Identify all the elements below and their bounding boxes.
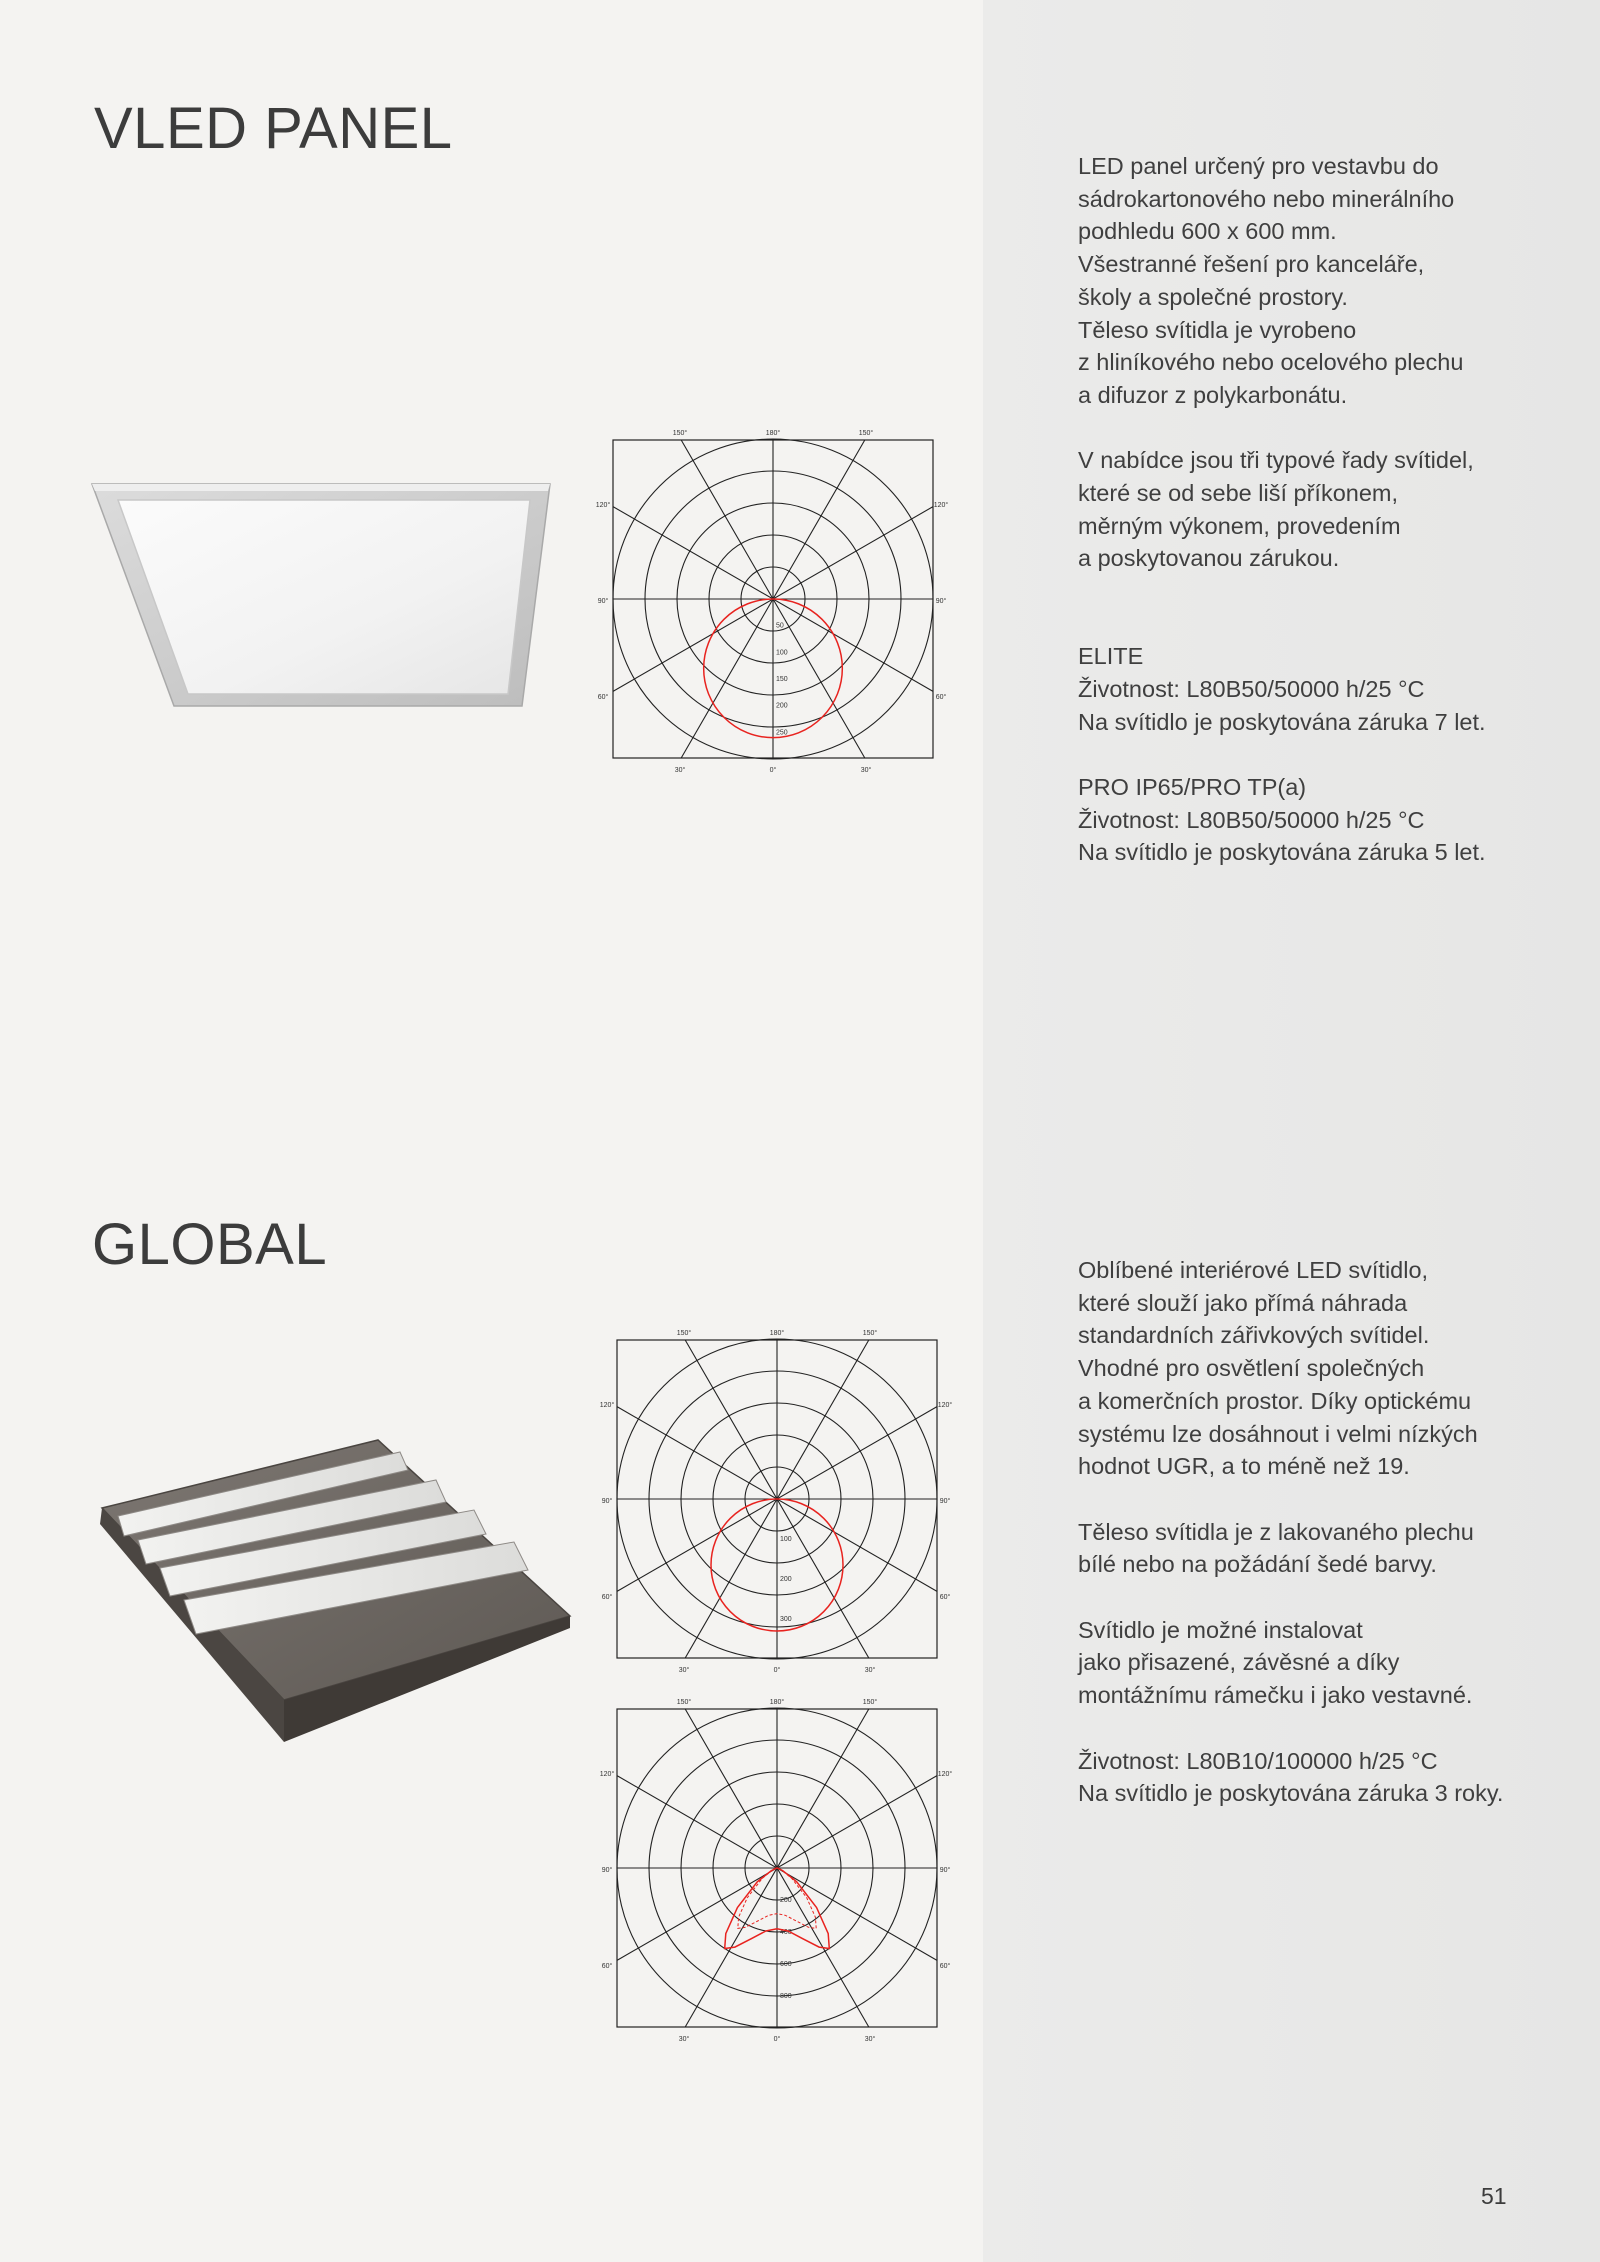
angle-label-0: 0° [769, 767, 777, 774]
text-line: bílé nebo na požádání šedé barvy. [1078, 1551, 1437, 1578]
radial-label: 50 [776, 622, 784, 630]
text-line: Všestranné řešení pro kanceláře, [1078, 251, 1425, 278]
radial-label: 250 [776, 729, 788, 737]
text-line: a komerčních prostor. Díky optickému [1078, 1387, 1472, 1414]
text-line: standardních zářivkových svítidel. [1078, 1322, 1430, 1349]
text-line: Svítidlo je možné instalovat [1078, 1616, 1363, 1643]
angle-label-120-right: 120° [937, 1402, 953, 1409]
radial-label: 800 [780, 1993, 792, 2000]
text-line: měrným výkonem, provedením [1078, 512, 1401, 539]
page-number: 51 [1481, 2183, 1507, 2209]
angle-label-90-right: 90° [939, 1867, 951, 1874]
angle-label-120-left: 120° [599, 1402, 615, 1409]
text-line: Na svítidlo je poskytována záruka 3 roky. [1078, 1780, 1504, 1807]
angle-label-90-right: 90° [939, 1498, 951, 1505]
radial-label: 200 [780, 1897, 792, 1904]
radial-label: 100 [780, 1536, 792, 1543]
angle-label-120-right: 120° [937, 1771, 953, 1778]
angle-label-30-left: 30° [674, 767, 686, 774]
text-line: a poskytovanou zárukou. [1078, 545, 1340, 572]
angle-label-30-right: 30° [860, 767, 872, 774]
text-line: Těleso svítidla je vyrobeno [1078, 316, 1357, 343]
radial-label: 150 [776, 676, 788, 683]
angle-label-180: 180° [769, 1699, 785, 1706]
angle-label-0: 0° [773, 2036, 781, 2043]
paragraph [1078, 1516, 1578, 1581]
angle-label-60-right: 60° [935, 694, 947, 701]
angle-label-150-left: 150° [676, 1330, 692, 1337]
paragraph [1078, 1745, 1578, 1810]
angle-label-150-right: 150° [862, 1330, 878, 1337]
angle-label-150-right: 150° [858, 430, 874, 437]
angle-label-30-right: 30° [864, 1667, 876, 1674]
angle-label-90-left: 90° [597, 598, 609, 605]
text-line: a difuzor z polykarbonátu. [1078, 381, 1348, 408]
text-line: které slouží jako přímá náhrada [1078, 1289, 1408, 1316]
text-line: Těleso svítidla je z lakovaného plechu [1078, 1518, 1474, 1545]
angle-label-150-left: 150° [676, 1699, 692, 1706]
radial-label: 100 [776, 649, 788, 657]
radial-label: 600 [780, 1961, 792, 1968]
angle-label-30-right: 30° [864, 2036, 876, 2043]
section-title-global: GLOBAL [92, 1212, 328, 1277]
paragraph [1078, 444, 1578, 575]
text-line: které se od sebe liší příkonem, [1078, 480, 1399, 507]
text-line: Na svítidlo je poskytována záruka 7 let. [1078, 708, 1486, 735]
polar-diagram-vled-panel [595, 424, 949, 776]
angle-label-150-left: 150° [672, 430, 688, 437]
angle-label-120-left: 120° [599, 1771, 615, 1778]
text-line: sádrokartonového nebo minerálního [1078, 185, 1455, 212]
paragraph [1078, 150, 1578, 412]
text-line: Oblíbené interiérové LED svítidlo, [1078, 1257, 1429, 1283]
angle-label-60-left: 60° [597, 694, 609, 701]
radial-label: 400 [780, 1929, 792, 1936]
radial-label: 200 [776, 702, 788, 710]
description-global [1078, 1254, 1578, 1810]
angle-label-180: 180° [769, 1330, 785, 1337]
text-line: ELITE [1078, 643, 1144, 670]
angle-label-90-right: 90° [935, 598, 947, 605]
text-line: LED panel určený pro vestavbu do [1078, 153, 1439, 179]
text-line: školy a společné prostory. [1078, 283, 1348, 310]
text-line: Na svítidlo je poskytována záruka 5 let. [1078, 839, 1486, 866]
angle-label-60-right: 60° [939, 1963, 951, 1970]
text-line: z hliníkového nebo ocelového plechu [1078, 349, 1464, 376]
text-line: Životnost: L80B10/100000 h/25 °C [1078, 1747, 1438, 1774]
angle-label-0: 0° [773, 1667, 781, 1674]
angle-label-150-right: 150° [862, 1699, 878, 1706]
text-line: Vhodné pro osvětlení společných [1078, 1355, 1425, 1382]
angle-label-30-left: 30° [678, 1667, 690, 1674]
angle-label-90-left: 90° [601, 1867, 613, 1874]
angle-label-60-right: 60° [939, 1594, 951, 1601]
text-line: PRO IP65/PRO TP(a) [1078, 773, 1307, 800]
paragraph [1078, 1254, 1578, 1483]
text-line: systému lze dosáhnout i velmi nízkých [1078, 1420, 1478, 1447]
text-line: hodnot UGR, a to méně než 19. [1078, 1453, 1410, 1480]
text-line: montážnímu rámečku i jako vestavné. [1078, 1682, 1473, 1709]
paragraph [1078, 1614, 1578, 1712]
paragraph-elite [1078, 640, 1578, 738]
angle-label-60-left: 60° [601, 1963, 613, 1970]
radial-label: 200 [780, 1576, 792, 1583]
polar-diagram-global-1 [599, 1324, 953, 1676]
angle-label-120-right: 120° [933, 502, 949, 509]
angle-label-120-left: 120° [595, 502, 611, 509]
text-line: podhledu 600 x 600 mm. [1078, 218, 1337, 245]
angle-label-180: 180° [765, 430, 781, 437]
polar-diagram-global-2 [599, 1693, 953, 2045]
section-title-vled-panel: VLED PANEL [94, 96, 453, 161]
text-line: Životnost: L80B50/50000 h/25 °C [1078, 806, 1425, 833]
global-luminaire-photo [96, 1430, 576, 1748]
angle-label-30-left: 30° [678, 2036, 690, 2043]
text-line: V nabídce jsou tři typové řady svítidel, [1078, 447, 1474, 474]
text-line: Životnost: L80B50/50000 h/25 °C [1078, 675, 1425, 702]
description-vled-panel [1078, 150, 1578, 869]
radial-label: 300 [780, 1616, 792, 1623]
text-line: jako přisazené, závěsné a díky [1078, 1649, 1400, 1676]
angle-label-60-left: 60° [601, 1594, 613, 1601]
angle-label-90-left: 90° [601, 1498, 613, 1505]
led-panel-photo [88, 480, 558, 720]
paragraph-pro [1078, 771, 1578, 869]
